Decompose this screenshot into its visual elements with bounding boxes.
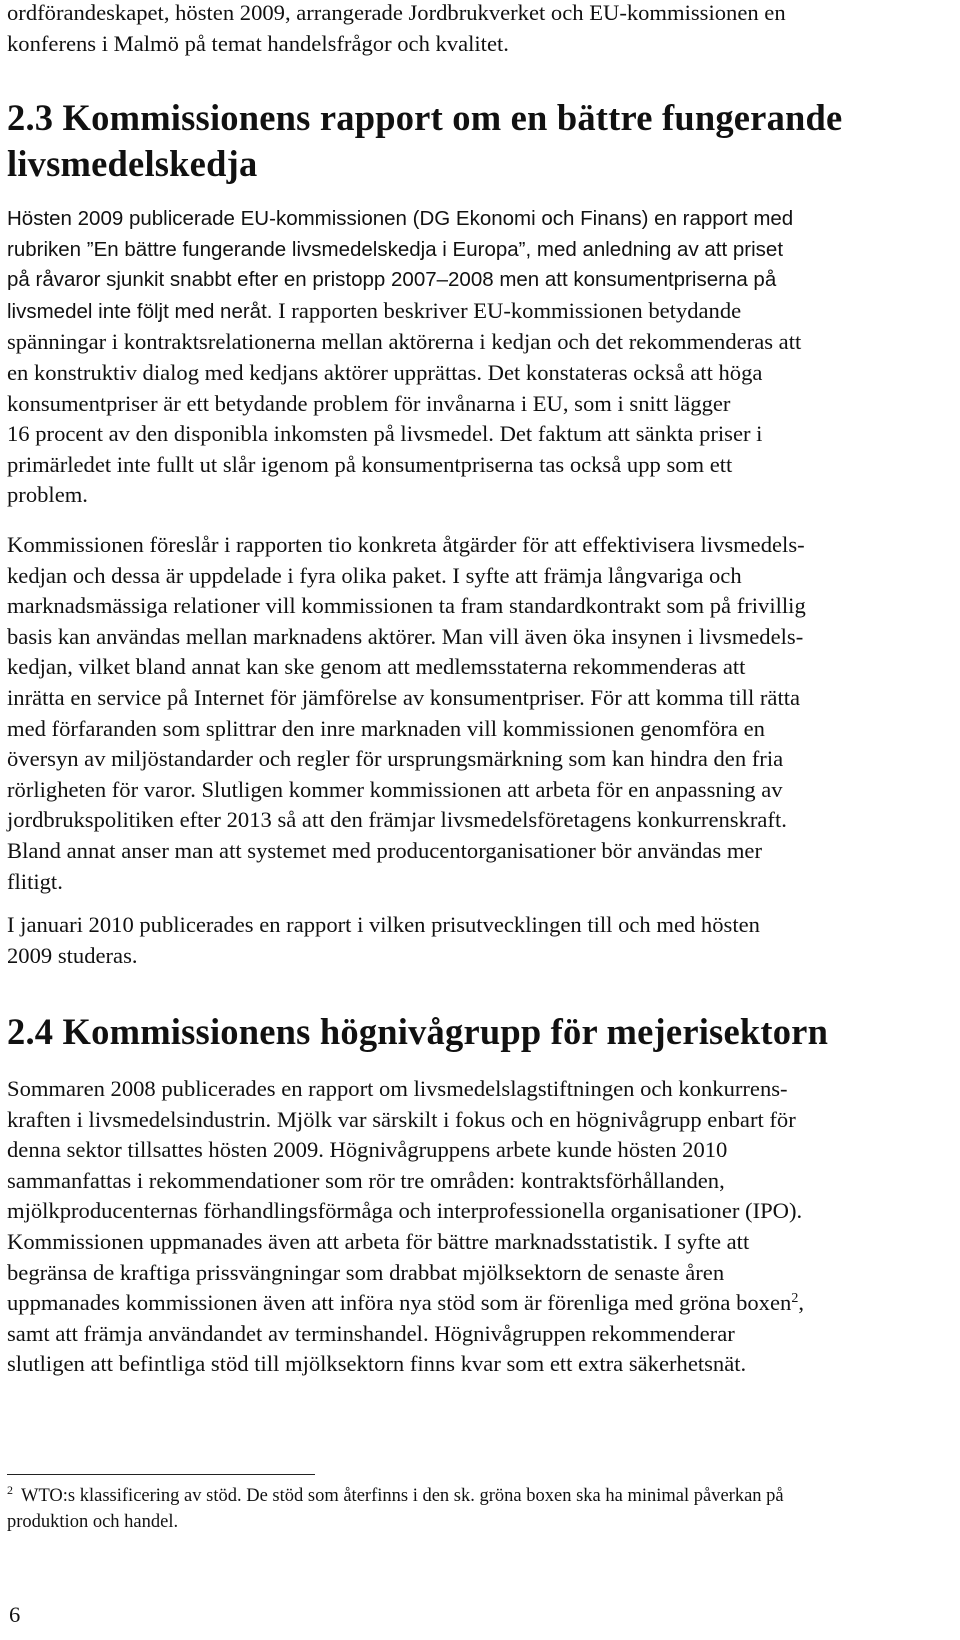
text-line: ordförandeskapet, hösten 2009, arrangerade Jordbrukverket och EU-kommissionen en — [7, 0, 786, 25]
footnote-number: 2 — [7, 1483, 13, 1497]
document-page — [7, 0, 925, 1640]
footnote-line: produktion och handel. — [7, 1511, 179, 1532]
section-2-3-paragraph-1 — [7, 204, 801, 511]
text-line: kedjan och dessa är uppdelade i fyra olika paket. I syfte att främja långvariga och — [7, 562, 742, 588]
text-line — [7, 296, 801, 328]
text-line: rörligheten för varor. Slutligen kommer kommissionen att arbeta för en anpassning av — [7, 776, 783, 802]
text-line: samt att främja användandet av terminshandel. Högnivågruppen rekommenderar — [7, 1320, 735, 1346]
text-line: på råvaror sjunkit snabbt efter en pristopp 2007–2008 men att konsumentpriserna på — [7, 268, 777, 292]
footnote-line — [7, 1484, 784, 1510]
text-line: kedjan, vilket bland annat kan ske genom att medlemsstaterna rekommenderas att — [7, 654, 746, 680]
text-segment: uppmanades kommissionen även att införa nya stöd som är förenliga med gröna boxen — [7, 1290, 792, 1316]
text-line: kraften i livsmedelsindustrin. Mjölk var särskilt i fokus och en högnivågrupp enbart för — [7, 1106, 796, 1132]
footnote — [7, 1484, 784, 1534]
section-2-4-paragraph — [7, 1074, 804, 1380]
text-line: Bland annat anser man att systemet med producentorganisationer bör användas mer — [7, 837, 762, 863]
text-line: spänningar i kontraktsrelationerna mellan aktörerna i kedjan och det rekommenderas att — [7, 329, 802, 355]
text-line: flitigt. — [7, 868, 63, 894]
intro-paragraph — [7, 0, 786, 59]
text-line — [7, 1288, 804, 1319]
text-line: primärledet inte fullt ut slår igenom på konsumentpriserna tas också upp som ett — [7, 451, 733, 477]
section-2-3-heading — [7, 95, 842, 187]
text-line: mjölkproducenternas förhandlingsförmåga och interprofessionella organisationer (IPO). — [7, 1198, 803, 1224]
text-line: rubriken ”En bättre fungerande livsmedelskedja i Europa”, med anledning av att priset — [7, 237, 784, 261]
section-2-4-heading — [7, 1009, 828, 1055]
section-2-3-paragraph-3 — [7, 910, 760, 971]
text-segment: I rapporten beskriver EU-kommissionen betydande — [272, 297, 742, 323]
text-segment: livsmedel inte följt med neråt. — [7, 299, 273, 323]
text-line: 16 procent av den disponibla inkomsten på livsmedel. Det faktum att sänkta priser i — [7, 421, 763, 447]
text-line: en konstruktiv dialog med kedjans aktörer upprättas. Det konstateras också att höga — [7, 359, 763, 385]
text-line: Kommissionen föreslår i rapporten tio konkreta åtgärder för att effektivisera livsmedels- — [7, 532, 805, 557]
heading-line: 2.3 Kommissionens rapport om en bättre fungerande — [7, 97, 843, 138]
text-line: Sommaren 2008 publicerades en rapport om livsmedelslagstiftningen och konkurrens- — [7, 1076, 788, 1101]
text-line: problem. — [7, 482, 88, 508]
heading-line: 2.4 Kommissionens högnivågrupp för mejerisektorn — [7, 1011, 829, 1052]
text-line: konsumentpriser är ett betydande problem för invånarna i EU, som i snitt lägger — [7, 390, 731, 416]
page-number: 6 — [9, 1602, 21, 1627]
text-line: sammanfattas i rekommendationer som rör tre områden: kontraktsförhållanden, — [7, 1167, 725, 1193]
text-line: jordbrukspolitiken efter 2013 så att den främjar livsmedelsföretagens konkurrenskraft. — [7, 807, 787, 833]
text-line: begränsa de kraftiga prissvängningar som drabbat mjölksektorn de senaste åren — [7, 1259, 725, 1285]
footnote-divider — [7, 1474, 315, 1475]
footnote-reference[interactable]: 2 — [791, 1291, 799, 1307]
heading-line: livsmedelskedja — [7, 143, 258, 184]
section-2-3-paragraph-2 — [7, 530, 806, 897]
text-line: marknadsmässiga relationer vill kommissionen ta fram standardkontrakt som på frivillig — [7, 593, 806, 619]
text-line: I januari 2010 publicerades en rapport i vilken prisutvecklingen till och med hösten — [7, 912, 760, 937]
text-line: inrätta en service på Internet för jämförelse av konsumentpriser. För att komma till rätta — [7, 684, 801, 710]
text-segment: , — [798, 1290, 804, 1316]
text-line: med förfaranden som splittrar den inre marknaden vill kommissionen genomföra en — [7, 715, 765, 741]
text-line: 2009 studeras. — [7, 942, 138, 968]
text-line: denna sektor tillsattes hösten 2009. Högnivågruppens arbete kunde hösten 2010 — [7, 1137, 728, 1163]
footnote-text: WTO:s klassificering av stöd. De stöd som återfinns i den sk. gröna boxen ska ha minimal påverkan på — [21, 1486, 784, 1506]
text-line: basis kan användas mellan marknadens aktörer. Man vill även öka insynen i livsmedels- — [7, 623, 804, 649]
text-line: slutligen att befintliga stöd till mjölksektorn finns kvar som ett extra säkerhetsnät. — [7, 1351, 747, 1377]
text-line: Kommissionen uppmanades även att arbeta för bättre marknadsstatistik. I syfte att — [7, 1228, 750, 1254]
text-line: konferens i Malmö på temat handelsfrågor och kvalitet. — [7, 30, 509, 56]
text-line: Hösten 2009 publicerade EU-kommissionen (DG Ekonomi och Finans) en rapport med — [7, 207, 794, 230]
text-line: översyn av miljöstandarder och regler för ursprungsmärkning som kan hindra den fria — [7, 746, 784, 772]
